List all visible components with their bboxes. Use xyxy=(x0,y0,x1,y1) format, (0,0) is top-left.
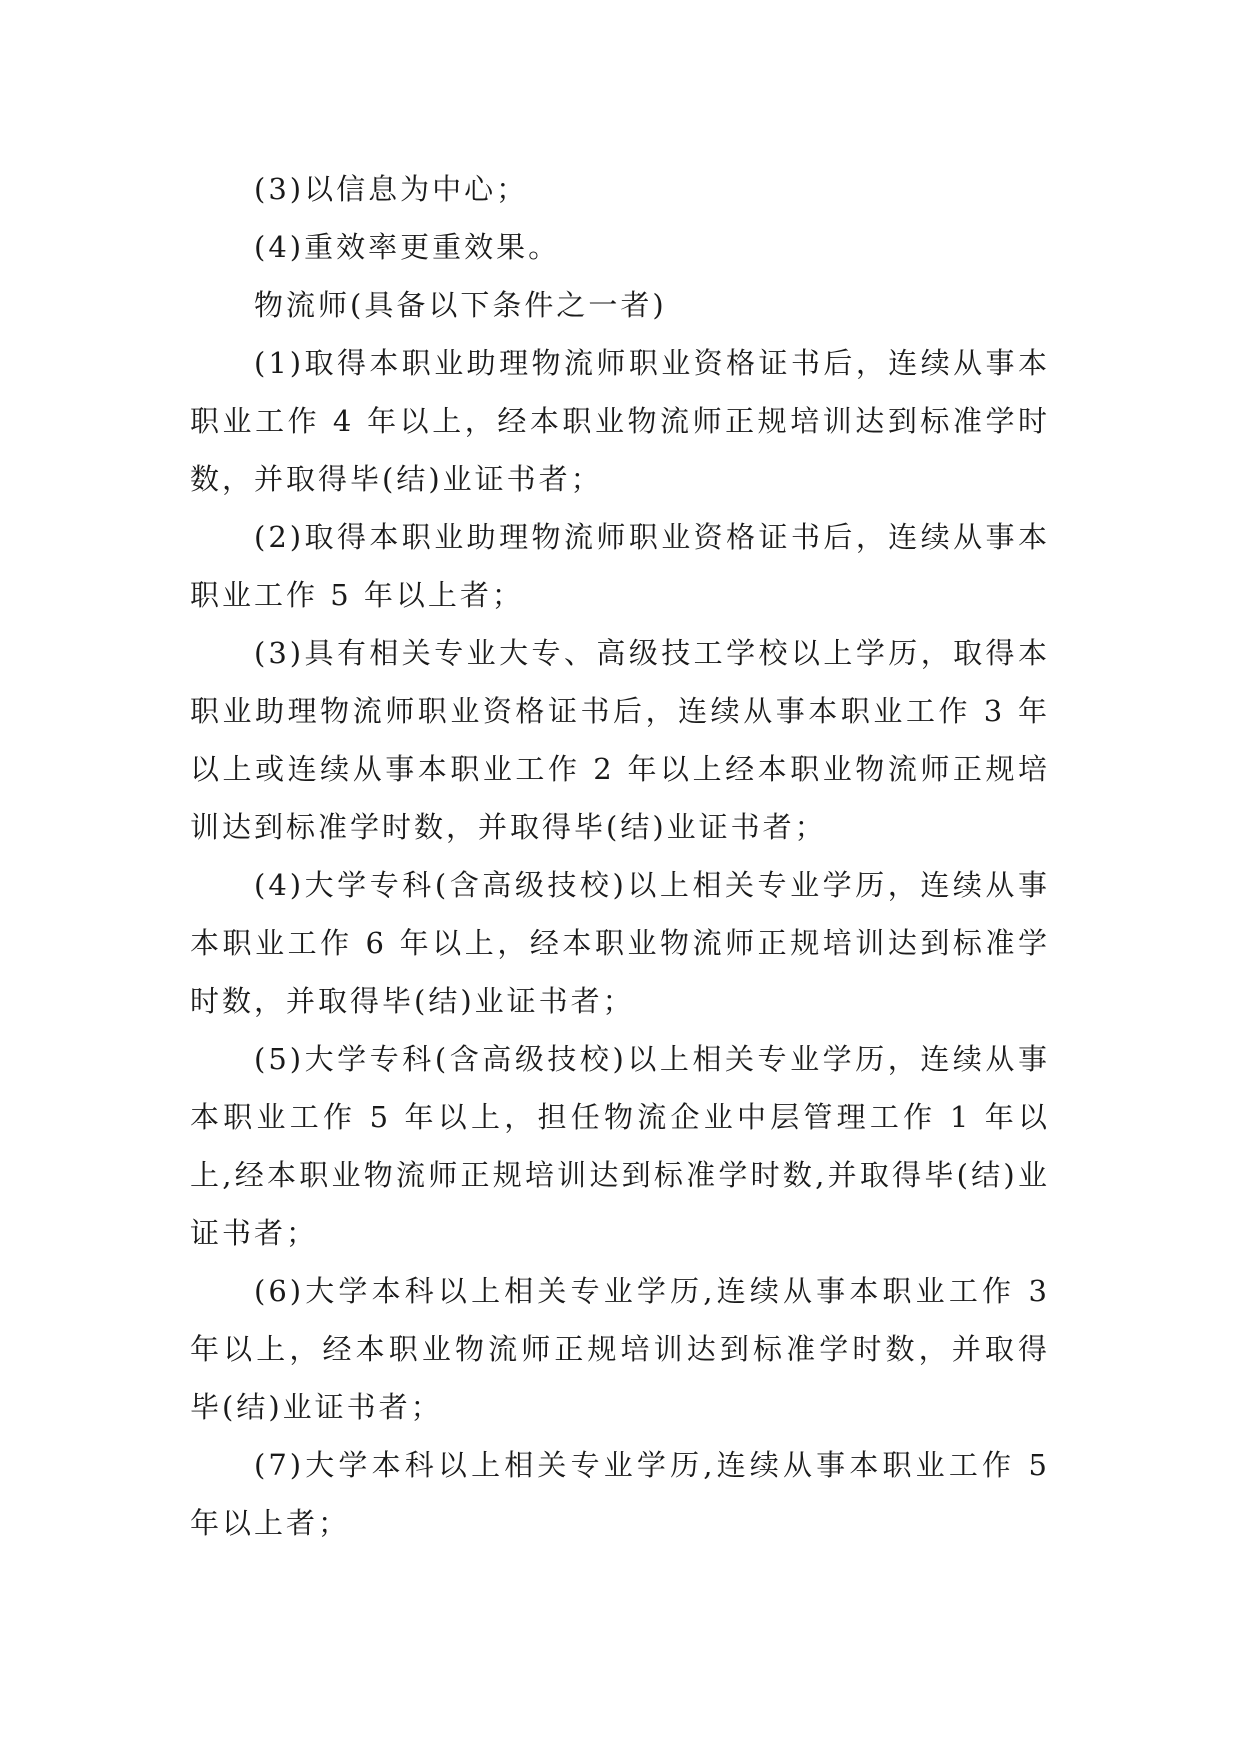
paragraph: (1)取得本职业助理物流师职业资格证书后，连续从事本职业工作 4 年以上，经本职业物流师正规培训达到标准学时数，并取得毕(结)业证书者； xyxy=(190,346,1050,496)
section-heading: 物流师(具备以下条件之一者) xyxy=(254,288,667,322)
paragraph: (3)以信息为中心； xyxy=(254,172,529,206)
paragraph: (7)大学本科以上相关专业学历,连续从事本职业工作 5 年以上者； xyxy=(190,1448,1050,1540)
paragraph: (2)取得本职业助理物流师职业资格证书后，连续从事本职业工作 5 年以上者； xyxy=(190,520,1050,612)
document-body xyxy=(190,160,1050,1552)
paragraph: (3)具有相关专业大专、高级技工学校以上学历，取得本职业助理物流师职业资格证书后，连续从事本职业工作 3 年以上或连续从事本职业工作 2 年以上经本职业物流师正规培训达到标准学时数，并取得毕(结)业证书者； xyxy=(190,636,1050,844)
paragraph: (6)大学本科以上相关专业学历,连续从事本职业工作 3 年以上，经本职业物流师正规培训达到标准学时数，并取得毕(结)业证书者； xyxy=(190,1274,1050,1424)
paragraph: (4)大学专科(含高级技校)以上相关专业学历，连续从事本职业工作 6 年以上，经本职业物流师正规培训达到标准学时数，并取得毕(结)业证书者； xyxy=(190,868,1050,1018)
paragraph: (4)重效率更重效果。 xyxy=(254,230,561,264)
paragraph: (5)大学专科(含高级技校)以上相关专业学历，连续从事本职业工作 5 年以上，担任物流企业中层管理工作 1 年以上,经本职业物流师正规培训达到标准学时数,并取得毕(结)业证书者； xyxy=(190,1042,1050,1250)
